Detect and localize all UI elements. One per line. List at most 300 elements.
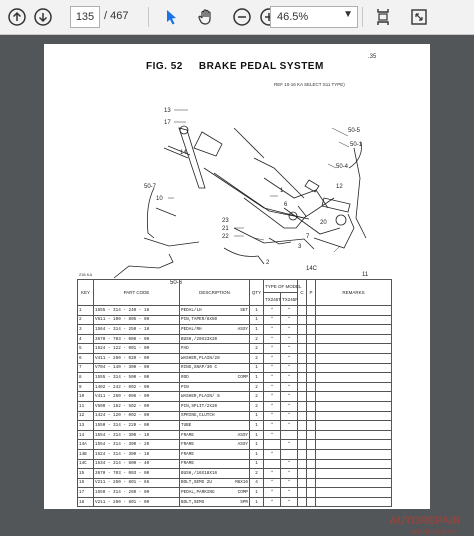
table-cell-qty: 2 xyxy=(250,344,264,354)
table-cell-description xyxy=(180,392,250,402)
table-cell-model-b: * xyxy=(281,469,298,479)
header-model-b: TX245F xyxy=(281,293,298,306)
table-cell-key: 3 xyxy=(78,325,94,335)
next-page-button[interactable] xyxy=(32,6,54,28)
table-cell-key: 2 xyxy=(78,315,94,325)
table-cell-model-a: * xyxy=(264,363,281,373)
table-row xyxy=(78,411,392,421)
table-header-row xyxy=(78,280,392,293)
table-cell-description xyxy=(180,334,250,344)
table-cell-description xyxy=(180,411,250,421)
description-text: FRAME xyxy=(181,432,194,438)
table-cell-qty: 1 xyxy=(250,488,264,498)
callout-17: 17 xyxy=(164,120,171,126)
callout-50-7: 50-7 xyxy=(144,184,157,190)
page-number-label: .35 xyxy=(368,54,377,60)
table-cell-part-code: 1402 - 242 - 002 - 00 xyxy=(94,382,180,392)
table-cell-part-code: V500 - 162 - 502 - 00 xyxy=(94,401,180,411)
table-cell-model-a: * xyxy=(264,392,281,402)
header-qty: QTY xyxy=(250,280,264,306)
table-cell-description xyxy=(180,469,250,479)
table-cell-code-c xyxy=(298,459,307,469)
table-cell-model-a xyxy=(264,459,281,469)
description-text: ROD xyxy=(181,374,189,380)
table-cell-qty: 1 xyxy=(250,421,264,431)
table-cell-remarks xyxy=(316,497,392,507)
table-cell-code-p xyxy=(307,315,316,325)
description-text: PIN,SPLIT/2X20 xyxy=(181,403,218,409)
table-cell-remarks xyxy=(316,306,392,316)
table-cell-code-c xyxy=(298,334,307,344)
description-text: PAD xyxy=(181,346,189,352)
table-cell-description xyxy=(180,401,250,411)
description-suffix: COMP xyxy=(237,490,248,496)
table-cell-code-p xyxy=(307,478,316,488)
table-cell-model-b: * xyxy=(281,478,298,488)
table-cell-qty: 1 xyxy=(250,449,264,459)
description-text: FRAME xyxy=(181,451,194,457)
table-cell-key: 11 xyxy=(78,401,94,411)
parts-table xyxy=(77,279,392,507)
table-cell-model-b: * xyxy=(281,392,298,402)
description-text: BUSH,/20X23X20 xyxy=(181,336,218,342)
table-cell-key: 17 xyxy=(78,488,94,498)
description-suffix: SPR xyxy=(240,499,248,505)
table-cell-part-code: 1550 - 314 - 220 - 00 xyxy=(94,421,180,431)
callout-1: 1 xyxy=(280,188,284,194)
table-cell-part-code: 1555 - 314 - 500 - 00 xyxy=(94,373,180,383)
table-row xyxy=(78,421,392,431)
table-cell-code-p xyxy=(307,421,316,431)
table-cell-model-a: * xyxy=(264,478,281,488)
table-cell-code-c xyxy=(298,478,307,488)
table-cell-remarks xyxy=(316,373,392,383)
description-suffix: M8X16 xyxy=(235,480,248,486)
callout-labels xyxy=(144,108,369,286)
watermark-logo: AUTOREPAIR xyxy=(389,515,461,527)
table-cell-part-code: V411 - 260 - 020 - 00 xyxy=(94,353,180,363)
table-cell-code-p xyxy=(307,306,316,316)
table-cell-model-a xyxy=(264,440,281,450)
table-cell-remarks xyxy=(316,392,392,402)
table-cell-code-c xyxy=(298,488,307,498)
description-text: FRAME xyxy=(181,461,194,467)
table-cell-qty: 1 xyxy=(250,440,264,450)
table-cell-model-a: * xyxy=(264,353,281,363)
pdf-toolbar xyxy=(0,0,474,35)
table-cell-key: 10 xyxy=(78,392,94,402)
zoom-select[interactable] xyxy=(270,6,358,28)
previous-page-button[interactable] xyxy=(6,6,28,28)
callout-3: 3 xyxy=(298,244,302,250)
table-cell-part-code: 3670 - 703 - 008 - 00 xyxy=(94,334,180,344)
table-cell-part-code: 1554 - 314 - 300 - 20 xyxy=(94,440,180,450)
callout-14c: 14C xyxy=(306,266,318,272)
table-cell-code-p xyxy=(307,392,316,402)
table-cell-model-b: * xyxy=(281,363,298,373)
table-cell-model-b: * xyxy=(281,421,298,431)
toolbar-divider xyxy=(148,7,149,27)
table-cell-remarks xyxy=(316,363,392,373)
fullscreen-icon xyxy=(409,7,429,27)
table-cell-model-b: * xyxy=(281,459,298,469)
fullscreen-button[interactable] xyxy=(408,6,430,28)
table-cell-qty: 1 xyxy=(250,430,264,440)
arrow-up-icon xyxy=(7,7,27,27)
table-cell-code-p xyxy=(307,353,316,363)
description-text: WASHER,PLAIN/ 8 xyxy=(181,394,220,400)
table-cell-model-a: * xyxy=(264,469,281,479)
table-cell-model-a: * xyxy=(264,411,281,421)
table-cell-model-b: * xyxy=(281,315,298,325)
table-cell-code-p xyxy=(307,497,316,507)
table-cell-model-b: * xyxy=(281,325,298,335)
table-cell-code-p xyxy=(307,325,316,335)
table-cell-qty: 1 xyxy=(250,459,264,469)
table-cell-qty: 1 xyxy=(250,411,264,421)
table-cell-model-a: * xyxy=(264,401,281,411)
table-row xyxy=(78,488,392,498)
table-cell-model-b: * xyxy=(281,373,298,383)
description-text: TUBE xyxy=(181,422,192,428)
table-cell-remarks xyxy=(316,401,392,411)
table-cell-part-code: 3670 - 703 - 003 - 00 xyxy=(94,469,180,479)
description-text: RING,SNAP/30 C xyxy=(181,365,218,371)
table-cell-key: 6 xyxy=(78,353,94,363)
table-cell-code-c xyxy=(298,421,307,431)
table-row xyxy=(78,449,392,459)
callout-2: 2 xyxy=(266,260,270,266)
table-cell-code-p xyxy=(307,363,316,373)
table-cell-description xyxy=(180,449,250,459)
table-cell-code-p xyxy=(307,382,316,392)
table-cell-qty: 2 xyxy=(250,392,264,402)
callout-14: 14 xyxy=(180,150,187,156)
table-cell-model-a: * xyxy=(264,449,281,459)
description-text: PIN xyxy=(181,384,189,390)
table-cell-remarks xyxy=(316,315,392,325)
table-cell-remarks xyxy=(316,353,392,363)
table-cell-code-p xyxy=(307,449,316,459)
table-cell-key: 1 xyxy=(78,306,94,316)
table-cell-code-c xyxy=(298,315,307,325)
header-key: KEY xyxy=(78,280,94,306)
header-remarks: REMARKS xyxy=(316,280,392,306)
table-cell-key: 15 xyxy=(78,469,94,479)
table-cell-key: 8 xyxy=(78,373,94,383)
page-number-input[interactable] xyxy=(70,6,100,28)
table-row xyxy=(78,497,392,507)
description-text: PEDAL/LH xyxy=(181,307,202,313)
table-cell-model-a: * xyxy=(264,382,281,392)
diagram-linework xyxy=(114,126,366,278)
table-row xyxy=(78,353,392,363)
hand-icon xyxy=(196,7,216,27)
table-cell-code-c xyxy=(298,325,307,335)
header-model-a: TX245T xyxy=(264,293,281,306)
table-cell-description xyxy=(180,459,250,469)
table-cell-qty: 2 xyxy=(250,401,264,411)
table-cell-qty: 4 xyxy=(250,478,264,488)
table-cell-code-p xyxy=(307,469,316,479)
table-row xyxy=(78,382,392,392)
table-cell-model-b: * xyxy=(281,382,298,392)
table-cell-qty: 2 xyxy=(250,469,264,479)
table-cell-code-p xyxy=(307,334,316,344)
table-cell-key: 18 xyxy=(78,497,94,507)
table-cell-code-c xyxy=(298,440,307,450)
table-cell-key: 12 xyxy=(78,411,94,421)
table-cell-qty: 1 xyxy=(250,325,264,335)
callout-50-4: 50-4 xyxy=(336,164,349,170)
table-cell-key: 13 xyxy=(78,421,94,431)
cursor-icon xyxy=(161,7,181,27)
callout-21: 21 xyxy=(222,226,229,232)
table-cell-code-p xyxy=(307,430,316,440)
table-cell-part-code: V211 - 260 - 801 - 00 xyxy=(94,497,180,507)
table-cell-code-p xyxy=(307,401,316,411)
table-row xyxy=(78,392,392,402)
header-type-of-model: TYPE OF MODEL xyxy=(264,280,298,293)
header-description: DESCRIPTION xyxy=(180,280,250,306)
table-cell-key: 14 xyxy=(78,430,94,440)
callout-6: 6 xyxy=(284,202,288,208)
table-note: 236 KA xyxy=(79,272,93,277)
parts-table-body xyxy=(78,306,392,507)
table-cell-qty: 1 xyxy=(250,306,264,316)
fit-page-icon xyxy=(373,7,393,27)
table-cell-model-a: * xyxy=(264,373,281,383)
callout-11: 11 xyxy=(362,272,369,278)
table-cell-model-b: * xyxy=(281,488,298,498)
table-cell-key: 16 xyxy=(78,478,94,488)
table-cell-code-c xyxy=(298,306,307,316)
table-cell-qty: 2 xyxy=(250,353,264,363)
table-cell-remarks xyxy=(316,430,392,440)
table-cell-model-a: * xyxy=(264,421,281,431)
callout-23: 23 xyxy=(222,218,229,224)
table-cell-description xyxy=(180,363,250,373)
table-cell-code-c xyxy=(298,469,307,479)
table-cell-description xyxy=(180,325,250,335)
zoom-out-icon xyxy=(232,7,252,27)
description-text: BOLT,SEMS xyxy=(181,499,205,505)
callout-20: 20 xyxy=(320,220,327,226)
header-part-code: PART CODE xyxy=(94,280,180,306)
callout-10: 10 xyxy=(156,196,163,202)
description-text: FRAME xyxy=(181,442,194,448)
watermark-subtitle: MANUALS.ws xyxy=(412,529,457,536)
table-cell-description xyxy=(180,344,250,354)
table-cell-description xyxy=(180,353,250,363)
callout-12: 12 xyxy=(336,184,343,190)
table-cell-code-c xyxy=(298,411,307,421)
table-row xyxy=(78,430,392,440)
header-code-c: C xyxy=(298,280,307,306)
page-total: / 467 xyxy=(104,10,129,22)
table-cell-remarks xyxy=(316,344,392,354)
table-cell-code-p xyxy=(307,344,316,354)
select-tool-button[interactable] xyxy=(160,6,182,28)
table-cell-part-code: 1564 - 314 - 250 - 18 xyxy=(94,325,180,335)
table-cell-model-a: * xyxy=(264,334,281,344)
table-cell-model-a: * xyxy=(264,306,281,316)
table-cell-code-c xyxy=(298,373,307,383)
callout-22: 22 xyxy=(222,234,229,240)
table-cell-description xyxy=(180,430,250,440)
arrow-down-icon xyxy=(33,7,53,27)
table-row xyxy=(78,363,392,373)
chevron-down-icon: ▼ xyxy=(343,9,353,20)
table-cell-code-p xyxy=(307,459,316,469)
callout-50-5: 50-5 xyxy=(348,128,361,134)
table-cell-remarks xyxy=(316,382,392,392)
table-row xyxy=(78,459,392,469)
callout-13: 13 xyxy=(164,108,171,114)
zoom-value: 46.5% xyxy=(277,11,309,23)
fit-page-button[interactable] xyxy=(372,6,394,28)
table-cell-key: 14C xyxy=(78,459,94,469)
table-cell-key: 4 xyxy=(78,334,94,344)
table-cell-model-b: * xyxy=(281,344,298,354)
table-cell-model-b: * xyxy=(281,411,298,421)
callout-7: 7 xyxy=(306,234,310,240)
table-cell-part-code: 1550 - 314 - 260 - 00 xyxy=(94,488,180,498)
table-cell-qty: 1 xyxy=(250,373,264,383)
table-cell-remarks xyxy=(316,449,392,459)
table-cell-description xyxy=(180,382,250,392)
description-suffix: SET xyxy=(240,307,248,313)
table-cell-model-b xyxy=(281,430,298,440)
callout-leaders xyxy=(168,110,349,252)
table-cell-remarks xyxy=(316,421,392,431)
table-cell-description xyxy=(180,315,250,325)
table-cell-description xyxy=(180,488,250,498)
description-text: WASHER,PLAIN/20 xyxy=(181,355,220,361)
toolbar-divider xyxy=(362,7,363,27)
figure-name: BRAKE PEDAL SYSTEM xyxy=(198,61,324,72)
table-cell-part-code: 1554 - 314 - 300 - 10 xyxy=(94,430,180,440)
table-cell-qty: 1 xyxy=(250,497,264,507)
table-cell-code-c xyxy=(298,392,307,402)
table-cell-code-c xyxy=(298,497,307,507)
table-cell-description xyxy=(180,306,250,316)
table-cell-remarks xyxy=(316,411,392,421)
table-row xyxy=(78,325,392,335)
table-row xyxy=(78,344,392,354)
table-cell-part-code: 1534 - 314 - 800 - 40 xyxy=(94,459,180,469)
table-cell-key: 7 xyxy=(78,363,94,373)
table-cell-qty: 2 xyxy=(250,334,264,344)
table-cell-remarks xyxy=(316,469,392,479)
description-text: BOLT,SEMS 2U xyxy=(181,480,212,486)
description-suffix: COMP xyxy=(237,374,248,380)
table-cell-model-a: * xyxy=(264,430,281,440)
table-cell-qty: 1 xyxy=(250,315,264,325)
figure-note: REF 10-16 KA SELECT S11 TYPE) xyxy=(274,82,345,87)
table-row xyxy=(78,478,392,488)
table-cell-remarks xyxy=(316,478,392,488)
zoom-out-button[interactable] xyxy=(231,6,253,28)
table-cell-qty: 2 xyxy=(250,382,264,392)
table-cell-remarks xyxy=(316,440,392,450)
table-cell-part-code: V704 - 140 - 300 - 00 xyxy=(94,363,180,373)
table-cell-part-code: 1524 - 122 - 001 - 00 xyxy=(94,344,180,354)
figure-label: FIG. 52 xyxy=(146,61,183,72)
table-cell-code-c xyxy=(298,401,307,411)
table-cell-model-b: * xyxy=(281,353,298,363)
table-cell-model-a: * xyxy=(264,488,281,498)
table-cell-model-b: * xyxy=(281,334,298,344)
table-cell-description xyxy=(180,478,250,488)
table-cell-model-b: * xyxy=(281,497,298,507)
table-cell-key: 14B xyxy=(78,449,94,459)
description-text: PEDAL,PARKING xyxy=(181,490,215,496)
hand-tool-button[interactable] xyxy=(195,6,217,28)
table-cell-model-b: * xyxy=(281,306,298,316)
table-cell-part-code: 1555 - 314 - 240 - 18 xyxy=(94,306,180,316)
table-cell-code-p xyxy=(307,373,316,383)
description-text: SPRING,CLUTCH xyxy=(181,413,215,419)
table-row xyxy=(78,373,392,383)
table-cell-model-a: * xyxy=(264,325,281,335)
table-row xyxy=(78,315,392,325)
table-cell-model-a: * xyxy=(264,497,281,507)
table-row xyxy=(78,306,392,316)
table-cell-model-b xyxy=(281,449,298,459)
header-code-p: P xyxy=(307,280,316,306)
callout-50-1: 50-1 xyxy=(350,142,363,148)
table-cell-model-a: * xyxy=(264,344,281,354)
table-row xyxy=(78,401,392,411)
table-cell-remarks xyxy=(316,459,392,469)
table-cell-part-code: 1424 - 120 - 002 - 00 xyxy=(94,411,180,421)
table-cell-code-p xyxy=(307,411,316,421)
table-row xyxy=(78,440,392,450)
table-cell-part-code: V411 - 260 - 008 - 00 xyxy=(94,392,180,402)
table-cell-code-c xyxy=(298,382,307,392)
callout-50-6: 50-6 xyxy=(170,280,183,286)
table-cell-code-c xyxy=(298,353,307,363)
table-cell-description xyxy=(180,421,250,431)
table-cell-part-code: V211 - 260 - 801 - 66 xyxy=(94,478,180,488)
table-row xyxy=(78,334,392,344)
description-text: PEDAL/RH xyxy=(181,326,202,332)
description-suffix: ASSY xyxy=(237,432,248,438)
description-suffix: ASSY xyxy=(237,326,248,332)
table-cell-part-code: 1524 - 314 - 300 - 10 xyxy=(94,449,180,459)
table-cell-code-c xyxy=(298,449,307,459)
description-text: PIN,TAPER/8X50 xyxy=(181,317,218,323)
figure-title xyxy=(146,61,324,72)
table-cell-code-p xyxy=(307,488,316,498)
document-viewer[interactable] xyxy=(0,35,474,536)
table-cell-description xyxy=(180,440,250,450)
table-cell-model-b: * xyxy=(281,440,298,450)
table-cell-key: 14A xyxy=(78,440,94,450)
table-cell-remarks xyxy=(316,334,392,344)
table-row xyxy=(78,469,392,479)
description-suffix: ASSY xyxy=(237,442,248,448)
table-cell-part-code: V611 - 100 - 805 - 00 xyxy=(94,315,180,325)
table-cell-description xyxy=(180,373,250,383)
table-cell-description xyxy=(180,497,250,507)
table-cell-code-c xyxy=(298,430,307,440)
table-cell-code-c xyxy=(298,363,307,373)
document-page xyxy=(44,44,461,536)
table-cell-remarks xyxy=(316,488,392,498)
description-text: BUSH,/16X18X16 xyxy=(181,470,218,476)
